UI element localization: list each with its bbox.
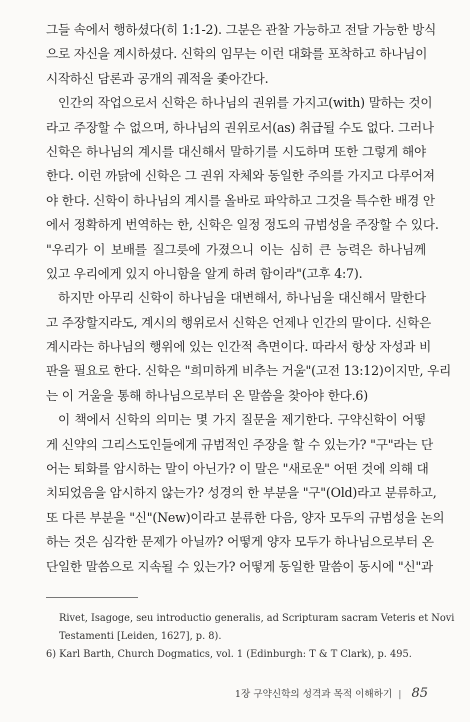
body-line: 단일한 말씀으로 지속될 수 있는가? 어떻게 동일한 말씀이 동시에 "신"과 xyxy=(46,558,434,574)
body-line: 인간의 작업으로서 신학은 하나님의 권위를 가지고(with) 말하는 것이 xyxy=(58,95,433,111)
body-line: 고 주장할지라도, 계시의 행위로서 신학은 언제나 인간의 말이다. 신학은 xyxy=(46,314,432,330)
body-line: 하는 것은 심각한 문제가 아닐까? 어떻게 양자 모두가 하나님으로부터 온 xyxy=(46,534,434,550)
body-line: 에서 정확하게 번역하는 한, 신학은 일정 정도의 규범성을 주장할 수 있다. xyxy=(46,217,439,233)
body-line: 게 신약의 그리스도인들에게 규범적인 주장을 할 수 있는가? "구"라는 단 xyxy=(46,436,434,452)
footnote-divider xyxy=(46,597,138,598)
page-number: 85 xyxy=(411,686,428,701)
body-line: 어는 퇴화를 암시하는 말이 아닌가? 이 말은 "새로운" 어떤 것에 의해 대 xyxy=(46,461,429,477)
body-line: 신학은 하나님의 계시를 대신해서 말하기를 시도하며 또한 그렇게 해야 xyxy=(46,143,426,159)
chapter-title: 1장 구약신학의 성격과 목적 이해하기 xyxy=(234,689,393,700)
body-line: 는 이 거울을 통해 하나님으로부터 온 말씀을 찾아야 한다.6) xyxy=(46,387,368,403)
body-line: 이 책에서 신학의 의미는 몇 가지 질문을 제기한다. 구약신학이 어떻 xyxy=(58,412,426,428)
body-line: 으로 자신을 계시하셨다. 신학의 임무는 이런 대화를 포착하고 하나님이 xyxy=(46,46,428,62)
body-line: 하지만 아무리 신학이 하나님을 대변해서, 하나님을 대신해서 말한다 xyxy=(58,290,426,306)
body-line: 계시라는 하나님의 행위에 있는 인간적 측면이다. 따라서 항상 자성과 비 xyxy=(46,339,432,355)
body-line: "우리가 이 보배를 질그릇에 가졌으니 이는 심히 큰 능력은 하나님께 xyxy=(46,241,426,257)
body-line: 판을 필요로 한다. 신학은 "희미하게 비추는 거울"(고전 13:12)이지만, 우리 xyxy=(46,363,452,379)
footnote-line: Rivet, Isagoge, seu introductio generalis, ad Scripturam sacram Veteris et Novi xyxy=(59,613,455,624)
body-line: 치되었음을 암시하지 않는가? 성경의 한 부분을 "구"(Old)라고 분류하고, xyxy=(46,485,437,501)
footnote-line: Testamenti [Leiden, 1627], p. 8). xyxy=(59,631,222,642)
footnote-line: 6) Karl Barth, Church Dogmatics, vol. 1 (Edinburgh: T & T Clark), p. 495. xyxy=(46,649,412,660)
footnotes xyxy=(46,610,455,664)
body-line: 시작하신 담론과 공개의 궤적을 좇아간다. xyxy=(46,70,269,86)
body-text xyxy=(46,18,452,579)
running-footer xyxy=(235,686,428,701)
body-line: 한다. 이런 까닭에 신학은 그 권위 자체와 동일한 주의를 가지고 다루어져 xyxy=(46,168,435,184)
body-line: 있고 우리에게 있지 아니함을 알게 하려 함이라"(고후 4:7). xyxy=(46,265,363,281)
body-line: 라고 주장할 수 없으며, 하나님의 권위로서(as) 취급될 수도 없다. 그러나 xyxy=(46,119,434,135)
body-line: 그들 속에서 행하셨다(히 1:1-2). 그분은 관찰 가능하고 전달 가능한 방식 xyxy=(46,22,437,37)
footer-separator: | xyxy=(398,689,402,700)
body-line: 야 한다. 신학이 하나님의 계시를 올바로 파악하고 그것을 특수한 배경 안 xyxy=(46,192,435,208)
body-line: 또 다른 부분을 "신"(New)이라고 분류한 다음, 양자 모두의 규범성을 논의 xyxy=(46,509,445,525)
